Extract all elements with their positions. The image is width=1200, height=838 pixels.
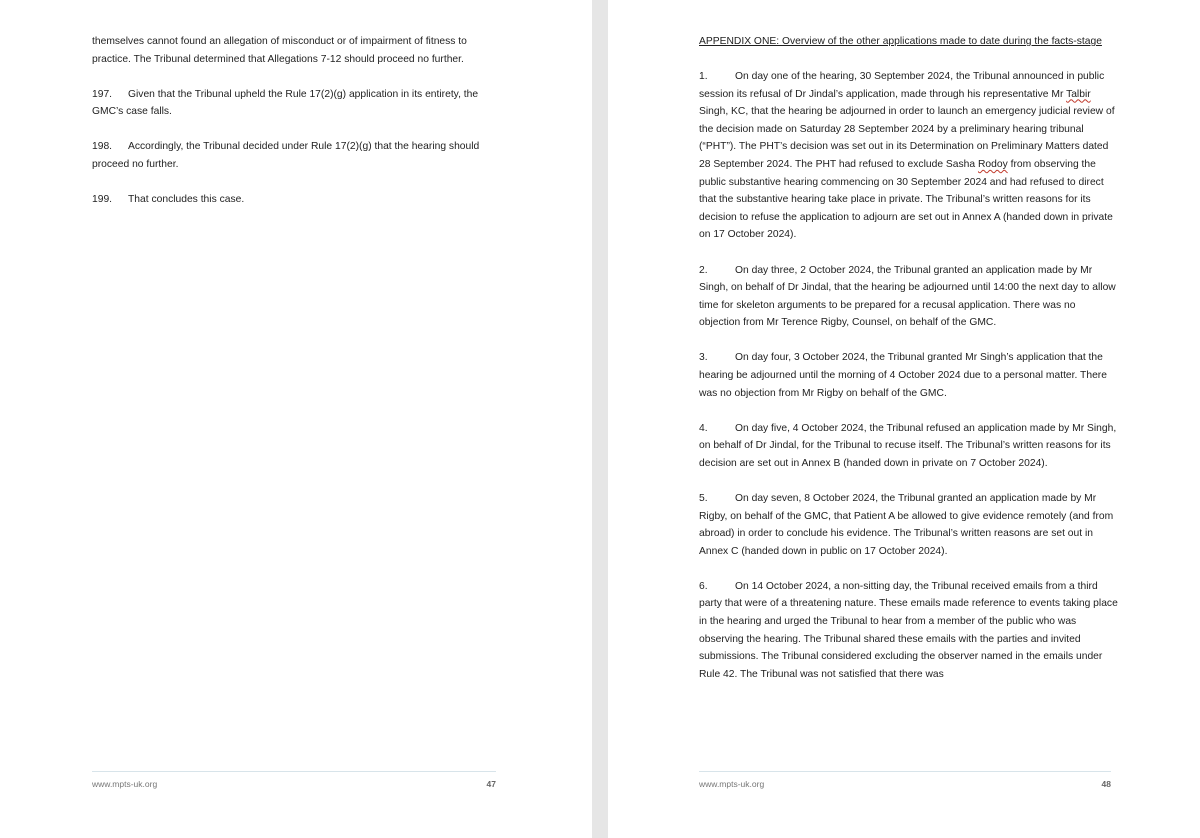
document-page-47 [0,0,592,838]
paragraph-text: On day one of the hearing, 30 September 2024, the Tribunal announced in public session its refusal of Dr Jindal’s application, made through his representative Mr [699,71,1105,100]
paragraph-5 [699,490,1119,560]
paragraph-text: Given that the Tribunal upheld the Rule 17(2)(g) application in its entirety, the GMC’s case falls. [92,88,479,118]
paragraph-text: On day three, 2 October 2024, the Tribunal granted an application made by Mr Singh, on behalf of Dr Jindal, that the hearing be adjourned until 14:00 the next day to allow time for skeleton arguments to be prepared for a recusal application. There was no objection from Mr Terence Rigby, Counsel, on behalf of the GMC. [699,264,1116,329]
paragraph-number: 4. [699,422,708,434]
page-footer [699,771,1111,799]
paragraph-text: That concludes this case. [128,194,245,206]
paragraph-198 [92,138,504,173]
appendix-heading: APPENDIX ONE: Overview of the other applications made to date during the facts-stage [699,36,1102,47]
paragraph-number: 5. [699,492,708,504]
paragraph-3 [699,349,1119,402]
page-body [699,33,1119,701]
footer-page-number: 47 [486,779,496,789]
paragraph-text: On day seven, 8 October 2024, the Tribunal granted an application made by Mr Rigby, on behalf of the GMC, that Patient A be allowed to give evidence remotely (and from abroad) in order to conclude his evidence. The Tribunal’s written reasons are set out in Annex C (handed down in public on 17 October 2024). [699,492,1114,557]
spellcheck-flagged-word[interactable]: Talbir [1066,88,1091,100]
paragraph-number: 197. [92,88,113,100]
paragraph-4 [699,420,1119,473]
paragraph-6 [699,578,1119,684]
paragraph-text: On 14 October 2024, a non-sitting day, the Tribunal received emails from a third party that were of a threatening nature. These emails made reference to events taking place in the hearing and urged the Tribunal to hear from a member of the public who was observing the hearing. The Tribunal shared these emails with the parties and invited submissions. The Tribunal considered excluding the observer named in the emails under Rule 42. The Tribunal was not satisfied that there was [699,580,1118,680]
paragraph-1 [699,68,1119,244]
document-page-48 [608,0,1200,838]
paragraph-number: 3. [699,352,708,364]
paragraph-199 [92,191,504,209]
paragraph-text: On day five, 4 October 2024, the Tribunal refused an application made by Mr Singh, on behalf of Dr Jindal, for the Tribunal to recuse itself. The Tribunal’s written reasons for its decision are set out in Annex B (handed down in private on 7 October 2024). [699,422,1117,469]
paragraph-number: 6. [699,580,708,592]
spellcheck-flagged-word[interactable]: Rodoy [977,159,1008,171]
footer-website: www.mpts-uk.org [92,779,158,789]
footer-page-number: 48 [1101,779,1111,789]
page-footer [92,771,496,799]
paragraph-text: Singh, KC, that the hearing be adjourned in order to launch an emergency judicial review of the decision made on Saturday 28 September 2024 by a preliminary hearing tribunal (“PHT”). The PHT’s decision was set out in its Determination on Preliminary Matters dated 28 September 2024. The PHT had refused to exclude Sasha [699,106,1115,171]
paragraph-continued [92,33,504,68]
paragraph-text: Accordingly, the Tribunal decided under Rule 17(2)(g) that the hearing should proceed no further. [92,141,480,170]
paragraph-number: 199. [92,194,113,206]
paragraph-text: themselves cannot found an allegation of misconduct or of impairment of fitness to practice. The Tribunal determined that Allegations 7-12 should proceed no further. [92,36,467,65]
page-body [92,33,504,226]
paragraph-number: 2. [699,264,708,276]
paragraph-number: 1. [699,71,708,83]
paragraph-197 [92,86,504,121]
paragraph-number: 198. [92,141,113,153]
paragraph-2 [699,262,1119,332]
paragraph-text: from observing the public substantive hearing commencing on 30 September 2024 and had refused to direct that the substantive hearing take place in private. The Tribunal’s written reasons for its decision to refuse the application to adjourn are set out in Annex A (handed down in private on 17 October 2024). [699,159,1113,241]
footer-website: www.mpts-uk.org [699,779,765,789]
paragraph-text: On day four, 3 October 2024, the Tribunal granted Mr Singh’s application that the hearing be adjourned until the morning of 4 October 2024 due to a personal matter. There was no objection from Mr Rigby on behalf of the GMC. [699,352,1107,399]
